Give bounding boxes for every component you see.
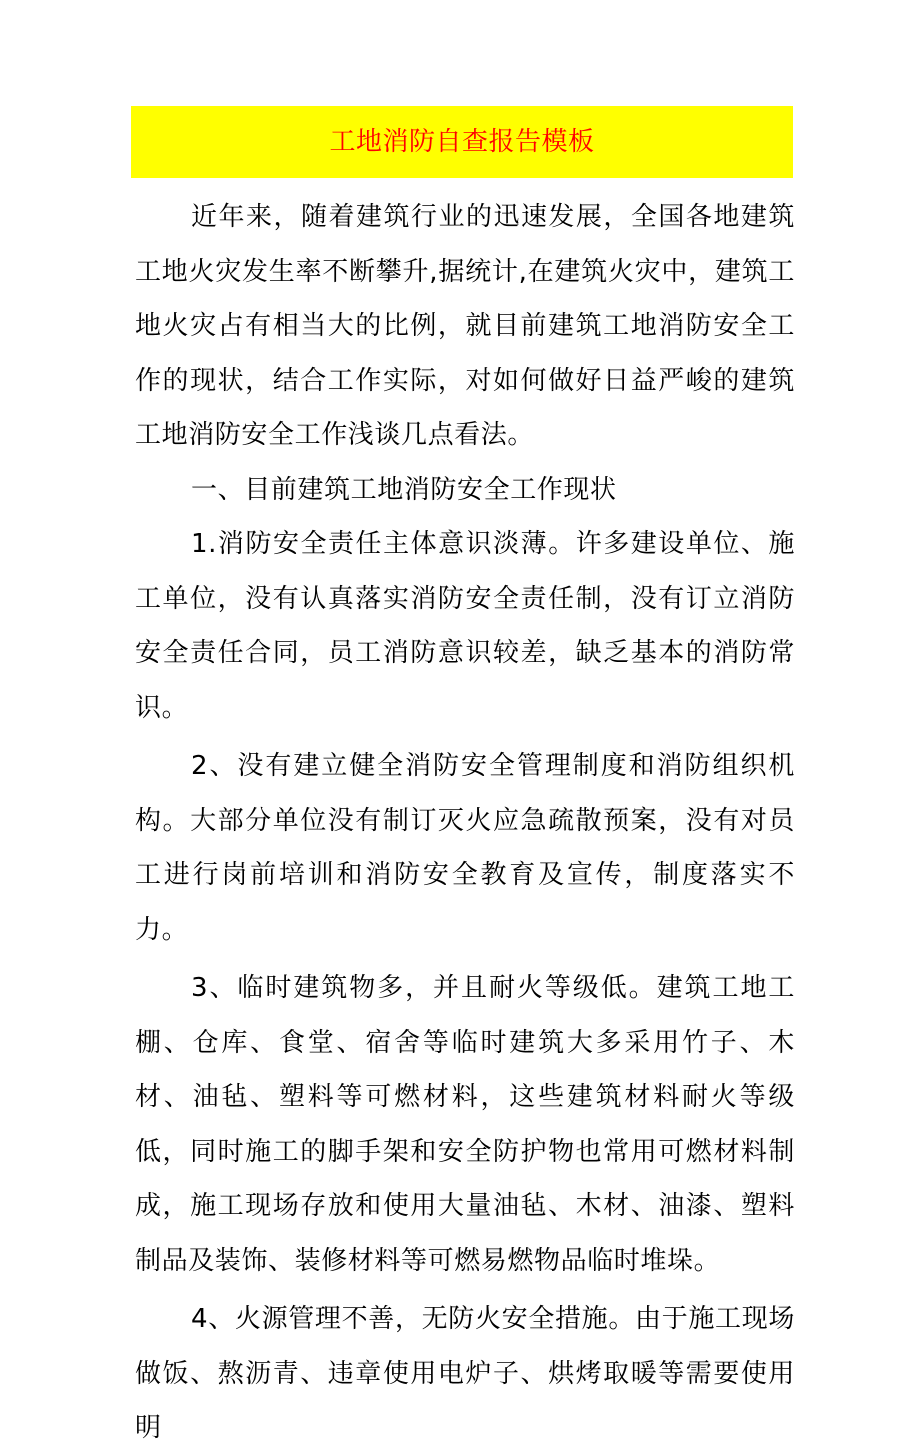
item-1-paragraph: 1.消防安全责任主体意识淡薄。许多建设单位、施工单位，没有认真落实消防安全责任制，没有订立消防安全责任合同，员工消防意识较差，缺乏基本的消防常识。 — [135, 529, 795, 723]
item-2-paragraph: 2、没有建立健全消防安全管理制度和消防组织机构。大部分单位没有制订灭火应急疏散预案，没有对员工进行岗前培训和消防安全教育及宣传，制度落实不力。 — [135, 751, 795, 945]
item-4-paragraph: 4、火源管理不善，无防火安全措施。由于施工现场做饭、熬沥青、违章使用电炉子、烘烤取暖等需要使用明 — [135, 1304, 795, 1443]
document-title: 工地消防自查报告模板 — [329, 127, 595, 157]
title-banner — [131, 106, 793, 178]
intro-paragraph: 近年来，随着建筑行业的迅速发展，全国各地建筑工地火灾发生率不断攀升,据统计,在建筑火灾中，建筑工地火灾占有相当大的比例，就目前建筑工地消防安全工作的现状，结合工作实际，对如何做好日益严峻的建筑工地消防安全工作浅谈几点看法。 — [135, 202, 795, 450]
section-heading: 一、目前建筑工地消防安全工作现状 — [191, 474, 617, 505]
item-3-paragraph: 3、临时建筑物多，并且耐火等级低。建筑工地工棚、仓库、食堂、宿舍等临时建筑大多采用竹子、木材、油毡、塑料等可燃材料，这些建筑材料耐火等级低，同时施工的脚手架和安全防护物也常用可燃材料制成，施工现场存放和使用大量油毡、木材、油漆、塑料制品及装饰、装修材料等可燃易燃物品临时堆垛。 — [135, 973, 795, 1276]
document-body — [135, 190, 795, 1456]
